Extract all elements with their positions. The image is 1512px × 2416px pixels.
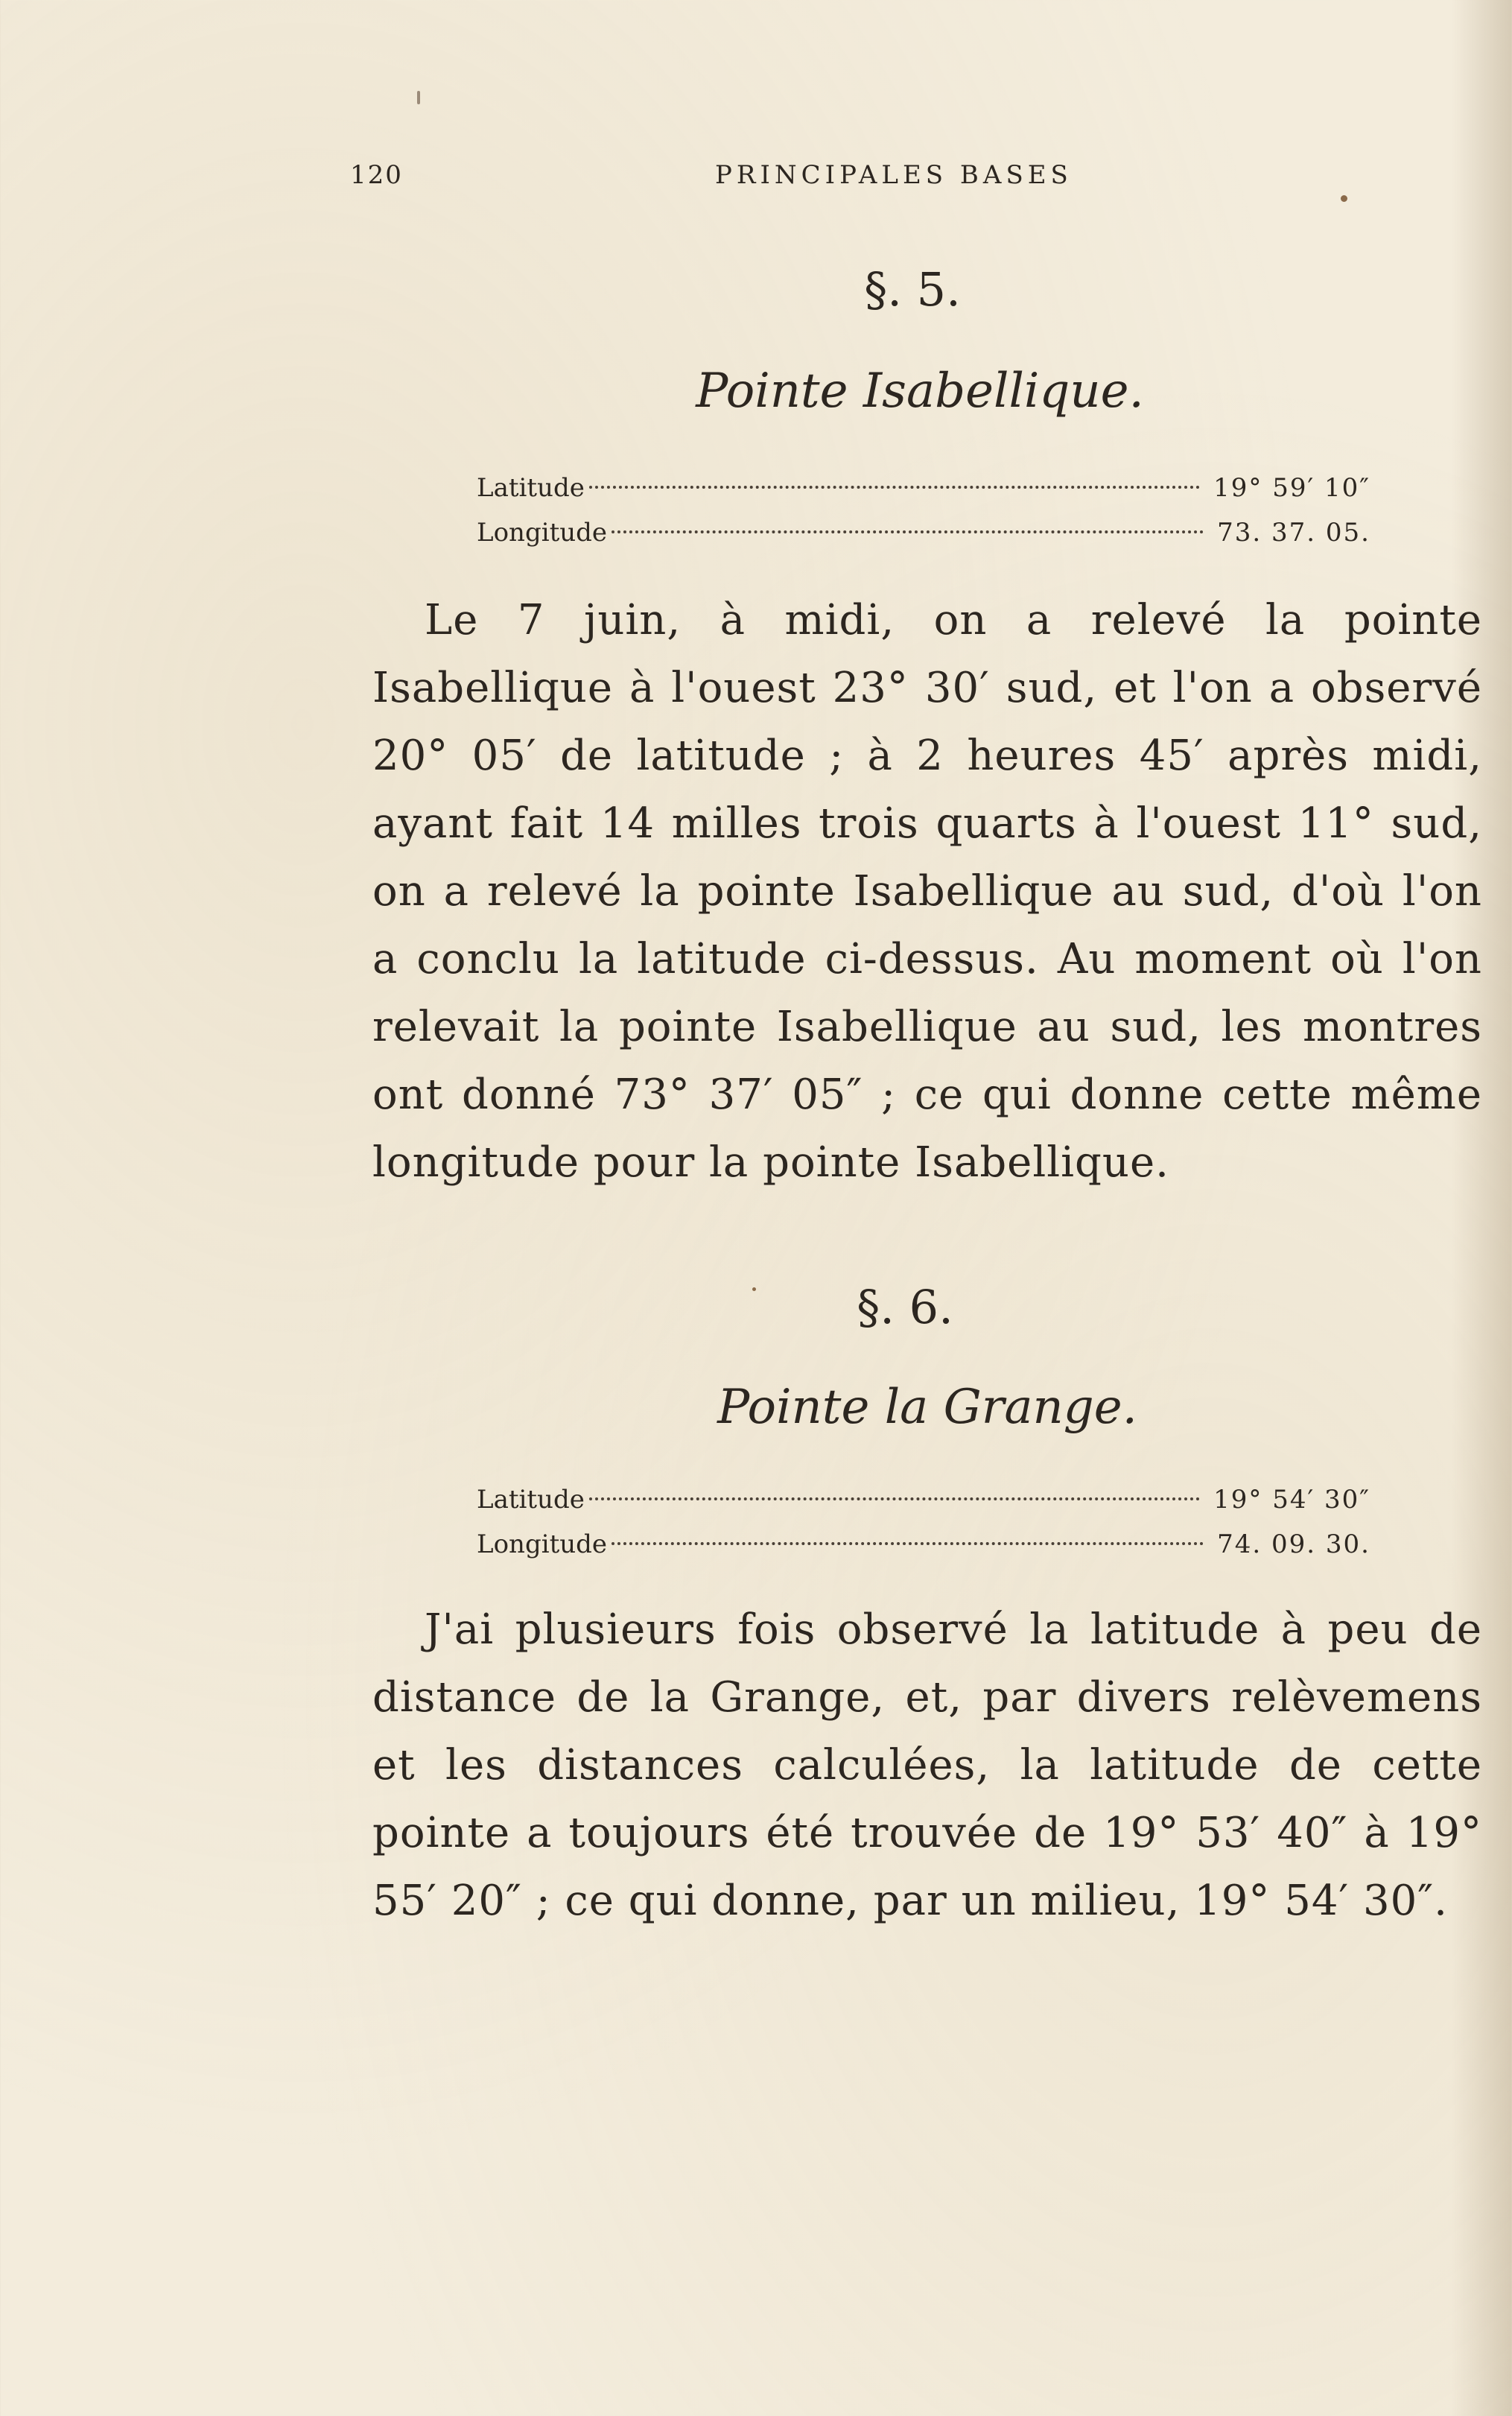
paragraph-section-5: Le 7 juin, à midi, on a relevé la pointe Isabellique à l'ouest 23° 30′ sud, et l'on a observé 20° 05′ de latitude ; à 2 heures 45′ après midi, ayant fait 14 milles trois quarts à l'ouest 11° sud, on a relevé la pointe Isabellique au sud, d'où l'on a conclu la latitude ci-dessus. Au moment où l'on relevait la pointe Isabellique au sud, les montres ont donné 73° 37′ 05″ ; ce qui donne cette même longitude pour la pointe Isabellique. (372, 596, 1482, 1187)
longitude-row (477, 510, 1370, 555)
longitude-label: Longitude (477, 1529, 608, 1559)
latitude-label: Latitude (477, 473, 585, 503)
latitude-label: Latitude (477, 1485, 585, 1515)
latitude-row (477, 1477, 1370, 1522)
coordinates-section-6 (477, 1477, 1370, 1567)
section-title-pointe-la-grange: Pointe la Grange. (717, 1380, 1137, 1435)
latitude-value: 19° 54′ 30″ (1213, 1485, 1370, 1515)
coordinates-section-5 (477, 466, 1370, 555)
leader-dots (612, 530, 1204, 533)
longitude-value: 74. 09. 30. (1217, 1529, 1370, 1559)
longitude-value: 73. 37. 05. (1217, 518, 1370, 548)
ink-speck (752, 1287, 756, 1291)
ink-speck (417, 91, 420, 104)
section-title-pointe-isabellique: Pointe Isabellique. (696, 364, 1144, 419)
section-number-5: §. 5. (864, 262, 961, 317)
latitude-row (477, 466, 1370, 510)
leader-dots (589, 1497, 1200, 1500)
running-title: PRINCIPALES BASES (715, 160, 1073, 190)
leader-dots (612, 1542, 1204, 1545)
latitude-value: 19° 59′ 10″ (1213, 473, 1370, 503)
paragraph-section-6: J'ai plusieurs fois observé la latitude à peu de distance de la Grange, et, par divers relèvemens et les distances calculées, la latitude de cette pointe a toujours été trouvée de 19° 53′ 40″ à 19° 55′ 20″ ; ce qui donne, par un milieu, 19° 54′ 30″. (372, 1605, 1482, 1925)
page-number: 120 (350, 160, 403, 190)
longitude-label: Longitude (477, 518, 608, 548)
leader-dots (589, 486, 1200, 489)
ink-speck (1341, 195, 1347, 202)
running-head (350, 160, 1497, 197)
longitude-row (477, 1522, 1370, 1567)
section-number-6: §. 6. (857, 1280, 953, 1334)
